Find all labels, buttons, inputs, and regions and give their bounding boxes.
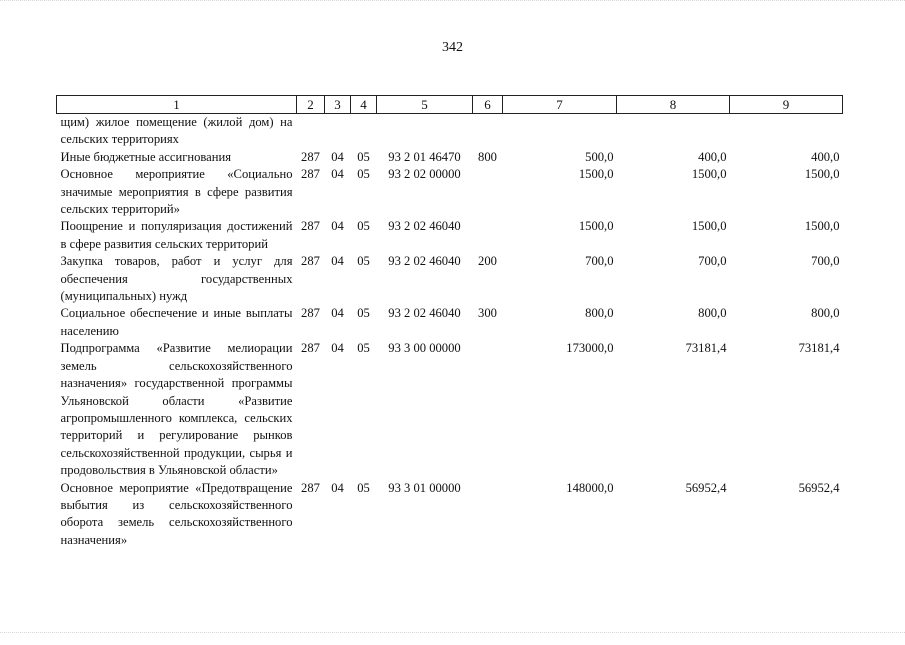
- row-pr: 05: [357, 341, 370, 356]
- row-ved: 287: [301, 167, 320, 182]
- row-value-9: 800,0: [811, 306, 840, 321]
- row-vr: 200: [478, 254, 497, 269]
- row-csr: 93 3 01 00000: [388, 480, 461, 495]
- table-row: [57, 166, 843, 218]
- row-value-7: 800,0: [585, 306, 614, 321]
- column-header: 6: [473, 96, 503, 114]
- table-header: [57, 96, 843, 114]
- row-value-9: 1500,0: [804, 167, 840, 182]
- row-rz: 04: [331, 480, 344, 495]
- row-name: Поощрение и популяризация достижений в сфере развития сельских территорий: [60, 219, 293, 251]
- row-value-9: 700,0: [811, 254, 840, 269]
- scan-edge-top: [0, 0, 905, 13]
- row-value-9: 56952,4: [798, 480, 840, 495]
- row-value-9: 400,0: [811, 149, 840, 164]
- row-name: Социальное обеспечение и иные выплаты населению: [60, 306, 293, 338]
- row-csr: 93 2 02 46040: [388, 306, 461, 321]
- row-rz: 04: [331, 149, 344, 164]
- row-pr: 05: [357, 219, 370, 234]
- column-header: 4: [351, 96, 377, 114]
- row-pr: 05: [357, 254, 370, 269]
- column-header: 7: [503, 96, 617, 114]
- row-name: Иные бюджетные ассигнования: [60, 149, 232, 164]
- row-vr: 800: [478, 149, 497, 164]
- table-row: [57, 149, 843, 166]
- column-header: 8: [617, 96, 730, 114]
- row-vr: [473, 340, 503, 479]
- row-pr: 05: [357, 480, 370, 495]
- row-csr: 93 2 01 46470: [388, 149, 461, 164]
- row-rz: 04: [331, 219, 344, 234]
- row-csr: 93 2 02 00000: [388, 167, 461, 182]
- row-csr: [377, 114, 473, 149]
- table-body: [57, 114, 843, 550]
- row-ved: 287: [301, 306, 320, 321]
- row-rz: 04: [331, 167, 344, 182]
- row-name: Основное мероприятие «Предотвращение выбытия из сельскохозяйственного оборота земель сельскохозяйственного назначения»: [60, 480, 293, 547]
- row-ved: [297, 114, 325, 149]
- row-value-8: 1500,0: [691, 167, 727, 182]
- table-row: [57, 340, 843, 479]
- row-value-7: 173000,0: [566, 341, 614, 356]
- page-number: 342: [442, 40, 463, 55]
- column-header: 2: [297, 96, 325, 114]
- row-rz: 04: [331, 341, 344, 356]
- row-pr: [351, 114, 377, 149]
- row-vr: 300: [478, 306, 497, 321]
- row-csr: 93 3 00 00000: [388, 341, 461, 356]
- row-vr: [473, 114, 503, 149]
- row-rz: 04: [331, 306, 344, 321]
- row-name: Основное мероприятие «Социально значимые мероприятия в сфере развития сельских территорий»: [60, 167, 293, 217]
- scan-edge-bottom: [0, 632, 905, 645]
- column-header: 1: [57, 96, 297, 114]
- row-ved: 287: [301, 219, 320, 234]
- row-csr: 93 2 02 46040: [388, 219, 461, 234]
- row-value-8: [617, 114, 730, 149]
- row-value-8: 400,0: [698, 149, 727, 164]
- row-rz: [325, 114, 351, 149]
- table-row: [57, 114, 843, 149]
- row-value-9: [730, 114, 843, 149]
- row-value-8: 56952,4: [685, 480, 727, 495]
- row-name: Подпрограмма «Развитие мелиорации земель сельскохозяйственного назначения» государственной программы Ульяновской области «Развитие агропромышленного комплекса, сельских территорий и регулирование рынков сельскохозяйственной продукции, сырья и продовольствия в Ульяновской области»: [60, 341, 293, 478]
- budget-table: [56, 95, 843, 549]
- row-rz: 04: [331, 254, 344, 269]
- row-pr: 05: [357, 149, 370, 164]
- column-header: 9: [730, 96, 843, 114]
- row-value-7: [503, 114, 617, 149]
- row-vr: [473, 480, 503, 550]
- row-vr: [473, 166, 503, 218]
- row-name: щим) жилое помещение (жилой дом) на сельских территориях: [60, 115, 293, 147]
- row-vr: [473, 218, 503, 253]
- table-row: [57, 253, 843, 305]
- row-value-7: 500,0: [585, 149, 614, 164]
- row-value-7: 700,0: [585, 254, 614, 269]
- row-value-9: 1500,0: [804, 219, 840, 234]
- column-header: 3: [325, 96, 351, 114]
- row-pr: 05: [357, 167, 370, 182]
- row-ved: 287: [301, 254, 320, 269]
- row-value-7: 1500,0: [578, 219, 614, 234]
- table-row: [57, 480, 843, 550]
- row-value-8: 73181,4: [685, 341, 727, 356]
- column-number-row: [57, 96, 843, 114]
- row-csr: 93 2 02 46040: [388, 254, 461, 269]
- row-pr: 05: [357, 306, 370, 321]
- row-ved: 287: [301, 480, 320, 495]
- row-value-8: 1500,0: [691, 219, 727, 234]
- table-row: [57, 218, 843, 253]
- row-ved: 287: [301, 149, 320, 164]
- row-value-8: 700,0: [698, 254, 727, 269]
- table-row: [57, 305, 843, 340]
- row-value-7: 1500,0: [578, 167, 614, 182]
- row-name: Закупка товаров, работ и услуг для обеспечения государственных (муниципальных) нужд: [60, 254, 293, 304]
- row-value-9: 73181,4: [798, 341, 840, 356]
- row-value-7: 148000,0: [566, 480, 614, 495]
- row-value-8: 800,0: [698, 306, 727, 321]
- column-header: 5: [377, 96, 473, 114]
- row-ved: 287: [301, 341, 320, 356]
